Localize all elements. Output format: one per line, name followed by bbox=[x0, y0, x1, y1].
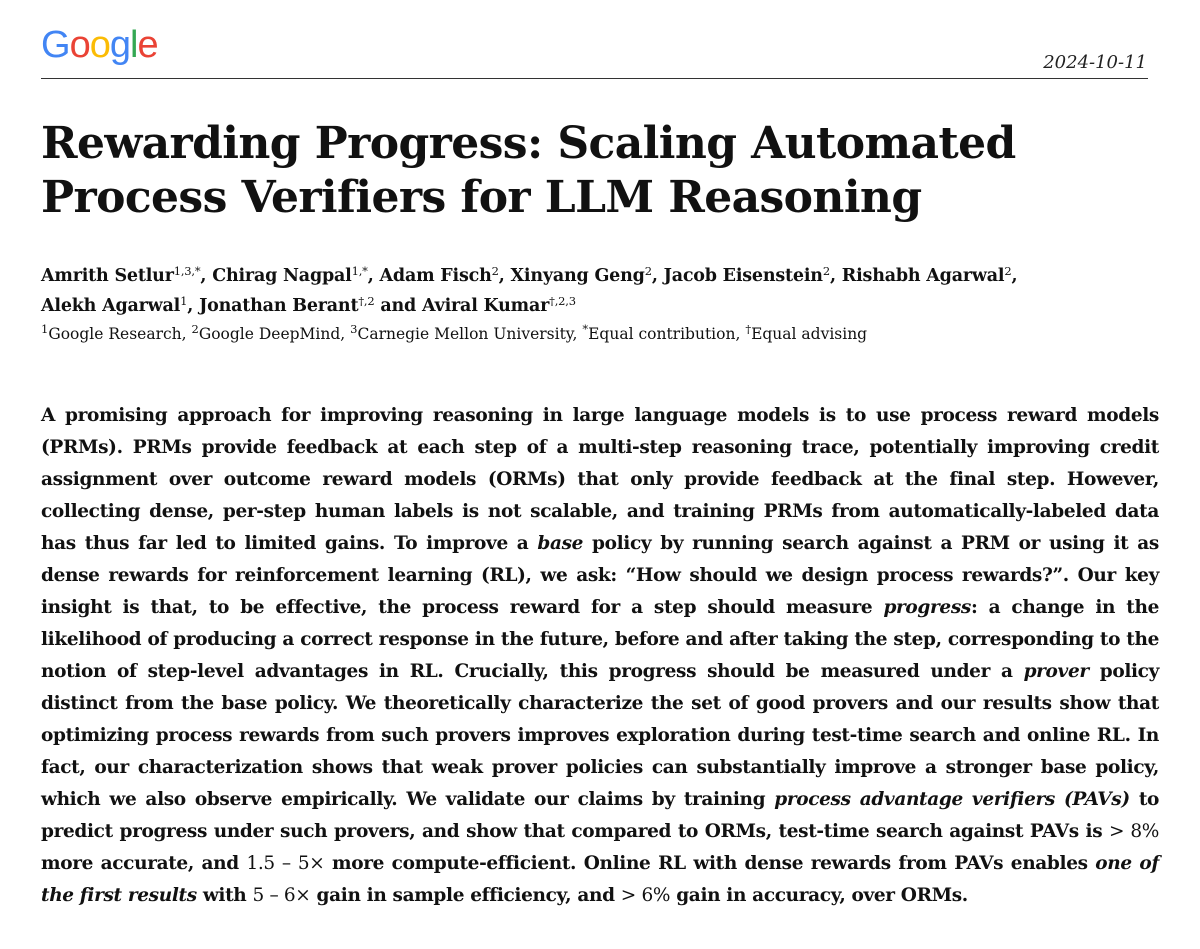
author-affiliation-mark: 2 bbox=[491, 264, 499, 278]
author-list: Amrith Setlur$^{1,3,*}$, Chirag Nagpal$^{1,*}$, Adam Fisch$^2$, Xinyang Geng$^2$, Jacob Eisenstein$^2$, Rishabh Agarwal$^2$, Alekh Agarwal$^1$, Jonathan Berant$^{\dagger,2}$ and Aviral Kumar$^{\dagger,2,3}$ bbox=[41, 264, 1018, 316]
paper-title: Rewarding Progress: Scaling Automated Process Verifiers for LLM Reasoning bbox=[41, 118, 1016, 223]
abstract-text: : a change in the likelihood of producing a correct response in the future, before and after taking the step, corresponding to the notion of step-level advantages in RL. Crucially, this progress should be measured under a bbox=[41, 597, 1159, 682]
author-name: Jonathan Berant bbox=[199, 296, 359, 316]
logo-letter: g bbox=[109, 24, 130, 66]
abstract-text: policy by running search against a PRM or using it as dense rewards for reinforcement learning (RL), we ask: “How should we design process rewards?”. Our key insight is that, to be effective, the process reward for a step should measure bbox=[41, 533, 1159, 618]
affiliation-name: Equal advising bbox=[751, 325, 868, 343]
logo-letter: o bbox=[69, 24, 90, 66]
affiliation-name: Google DeepMind bbox=[198, 325, 341, 343]
abstract-math: 5 – 6× bbox=[252, 885, 311, 906]
author-affiliation-mark: 2 bbox=[644, 264, 652, 278]
author-name: Adam Fisch bbox=[379, 266, 492, 286]
logo-letter: G bbox=[41, 24, 70, 66]
abstract-text: gain in sample efficiency, and bbox=[310, 885, 621, 906]
abstract-text: more accurate, and bbox=[41, 853, 247, 874]
affiliation-mark: 3 bbox=[350, 322, 358, 336]
author-name: Amrith Setlur bbox=[41, 266, 174, 286]
abstract-text: gain in accuracy, over ORMs. bbox=[670, 885, 968, 906]
header-divider bbox=[41, 78, 1148, 79]
author-name: Aviral Kumar bbox=[421, 296, 550, 316]
abstract-math: 1.5 – 5× bbox=[246, 853, 325, 874]
abstract-text: to predict progress under such provers, and show that compared to ORMs, test-time search against PAVs is bbox=[41, 789, 1159, 842]
author-affiliation-mark: 1 bbox=[180, 294, 188, 308]
author-affiliation-mark: †,2 bbox=[358, 294, 375, 308]
author-affiliation-mark: 2 bbox=[1004, 264, 1012, 278]
abstract-math: > 6% bbox=[620, 885, 671, 906]
abstract-emphasis: process advantage verifiers (PAVs) bbox=[774, 789, 1130, 810]
abstract-text: with bbox=[196, 885, 253, 906]
abstract bbox=[41, 400, 1159, 912]
affiliation-mark: 1 bbox=[41, 322, 49, 336]
author-name: Jacob Eisenstein bbox=[663, 266, 823, 286]
author-affiliation-mark: 1,* bbox=[351, 264, 368, 278]
author-name: Alekh Agarwal bbox=[41, 296, 181, 316]
logo-letter: o bbox=[89, 24, 110, 66]
abstract-emphasis: progress bbox=[883, 597, 971, 618]
logo-letter: l bbox=[129, 24, 138, 66]
affiliation-mark: 2 bbox=[191, 322, 199, 336]
author-affiliation-mark: 2 bbox=[822, 264, 830, 278]
author-name: Chirag Nagpal bbox=[212, 266, 352, 286]
author-name: Rishabh Agarwal bbox=[841, 266, 1005, 286]
publication-date: 2024-10-11 bbox=[1043, 52, 1147, 73]
author-affiliation-mark: 1,3,* bbox=[173, 264, 201, 278]
abstract-emphasis: base bbox=[537, 533, 584, 554]
author-affiliation-mark: †,2,3 bbox=[549, 294, 576, 308]
abstract-emphasis: prover bbox=[1023, 661, 1089, 682]
affiliation-mark: * bbox=[582, 322, 589, 336]
abstract-text: policy distinct from the base policy. We theoretically characterize the set of good provers and our results show that optimizing process rewards from such provers improves exploration during test-time search and online RL. In fact, our characterization shows that weak prover policies can substantially improve a stronger base policy, which we also observe empirically. We validate our claims by training bbox=[41, 661, 1159, 810]
abstract-text: more compute-efficient. Online RL with dense rewards from PAVs enables bbox=[324, 853, 1096, 874]
logo-letter: e bbox=[137, 24, 158, 66]
abstract-math: > 8% bbox=[1109, 821, 1159, 842]
affiliation-name: Carnegie Mellon University bbox=[357, 325, 573, 343]
affiliation-name: Google Research bbox=[48, 325, 182, 343]
affiliation-list: $^1$Google Research, $^2$Google DeepMind, $^3$Carnegie Mellon University, *Equal contribution, †Equal advising bbox=[41, 322, 868, 343]
affiliation-mark: † bbox=[745, 322, 752, 336]
affiliation-name: Equal contribution bbox=[588, 325, 736, 343]
abstract-emphasis: one of the first results bbox=[41, 853, 1160, 906]
google-logo bbox=[41, 26, 158, 64]
abstract-text: A promising approach for improving reasoning in large language models is to use process reward models (PRMs). PRMs provide feedback at each step of a multi-step reasoning trace, potentially improving credit assignment over outcome reward models (ORMs) that only provide feedback at the final step. However, collecting dense, per-step human labels is not scalable, and training PRMs from automatically-labeled data has thus far led to limited gains. To improve a bbox=[41, 405, 1159, 554]
author-name: Xinyang Geng bbox=[510, 266, 645, 286]
